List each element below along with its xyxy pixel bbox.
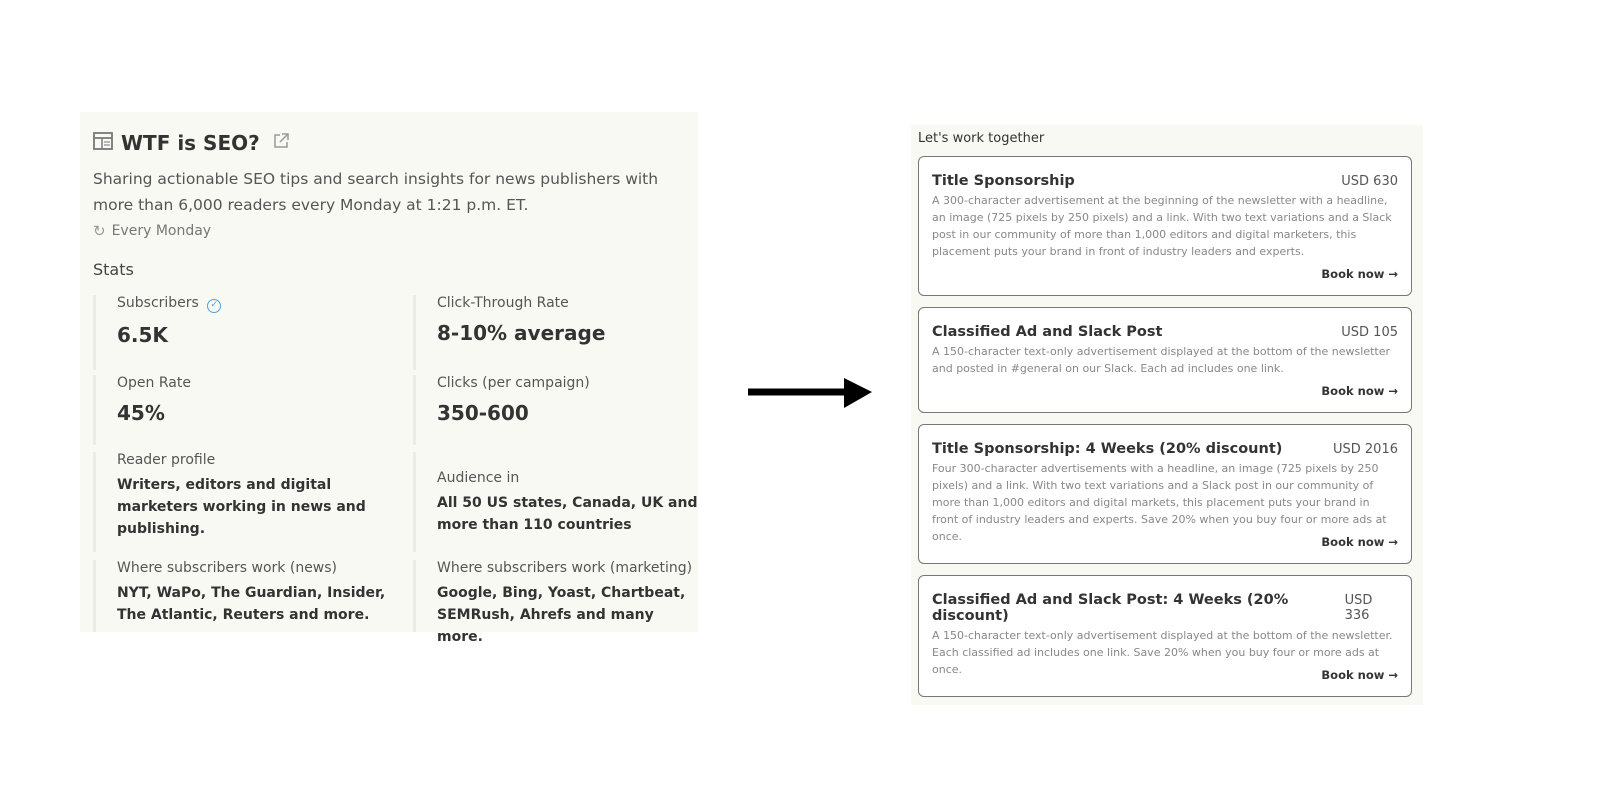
offers-heading: Let's work together (918, 131, 1045, 146)
verified-icon: ✓ (207, 299, 221, 313)
offer-description: Four 300-character advertisements with a headline, an image (725 pixels by 250 pixels) and a link. With two text variations and a Slack post in our community of more than 1,000 editors and digital markets, this placement puts your brand in front of industry leaders and experts. Save 20% when you buy four or more ads at once. (932, 462, 1387, 543)
stats-heading: Stats (93, 260, 134, 279)
stat-label: Where subscribers work (marketing) (437, 560, 693, 576)
stat-label: Audience in (437, 470, 520, 486)
stat-label: Reader profile (117, 452, 216, 468)
stat-value: Google, Bing, Yoast, Chartbeat, SEMRush, Ahrefs and many more. (437, 585, 686, 645)
offer-price: USD 105 (1341, 325, 1398, 340)
offer-title: Classified Ad and Slack Post (932, 324, 1163, 340)
stat-reader-profile (93, 452, 393, 552)
stat-label: Open Rate (117, 375, 191, 391)
newsletter-description: Sharing actionable SEO tips and search insights for news publishers with more than 6,000 readers every Monday at 1:21 p.m. ET. (93, 170, 659, 214)
stat-value: NYT, WaPo, The Guardian, Insider, The Atlantic, Reuters and more. (117, 585, 386, 623)
offer-price: USD 630 (1341, 174, 1398, 189)
stat-audience (413, 452, 698, 552)
offer-card (918, 156, 1412, 296)
book-now-button[interactable]: Book now → (1321, 267, 1398, 281)
offer-title: Classified Ad and Slack Post: 4 Weeks (20% discount) (932, 592, 1289, 624)
stat-label: Subscribers (117, 295, 199, 311)
offer-description: A 300-character advertisement at the beginning of the newsletter with a headline, an image (725 pixels by 250 pixels) and a link. With two text variations and a Slack post in our community of more than 1,000 editors and digital marketers, this placement puts your brand in front of industry leaders and experts. (932, 194, 1392, 258)
stat-label: Clicks (per campaign) (437, 375, 590, 391)
stat-value: 350-600 (437, 401, 529, 425)
offer-description: A 150-character text-only advertisement displayed at the bottom of the newsletter. Each classified ad includes one link. Save 20% when you buy four or more ads at once. (932, 629, 1393, 676)
stat-clicks (413, 375, 698, 445)
book-now-button[interactable]: Book now → (1321, 384, 1398, 398)
stat-value: 45% (117, 401, 165, 425)
external-link-icon[interactable] (272, 132, 290, 154)
offer-card (918, 307, 1412, 413)
newsletter-panel (80, 112, 698, 632)
stat-news-employers (93, 560, 393, 632)
stat-value: 8-10% average (437, 321, 606, 345)
offer-title: Title Sponsorship: 4 Weeks (20% discount) (932, 441, 1283, 457)
refresh-icon: ↻ (93, 222, 106, 240)
offer-card (918, 424, 1412, 564)
offers-panel (911, 125, 1423, 705)
stat-value: Writers, editors and digital marketers working in news and publishing. (117, 477, 366, 537)
stat-subscribers (93, 295, 393, 370)
newsletter-title: WTF is SEO? (121, 131, 260, 155)
offer-card (918, 575, 1412, 697)
stat-value: All 50 US states, Canada, UK and more than 110 countries (437, 495, 698, 533)
frequency: Every Monday (111, 223, 212, 239)
book-now-button[interactable]: Book now → (1321, 668, 1398, 682)
book-now-button[interactable]: Book now → (1321, 535, 1398, 549)
stat-marketing-employers (413, 560, 698, 645)
stat-label: Where subscribers work (news) (117, 560, 338, 576)
stat-value: 6.5K (117, 323, 168, 347)
offer-price: USD 2016 (1333, 442, 1398, 457)
offer-description: A 150-character text-only advertisement displayed at the bottom of the newsletter and posted in #general on our Slack. Each ad includes one link. (932, 345, 1390, 375)
newsletter-icon (93, 132, 113, 154)
stat-ctr (413, 295, 698, 370)
offer-title: Title Sponsorship (932, 173, 1075, 189)
stat-label: Click-Through Rate (437, 295, 569, 311)
stat-open-rate (93, 375, 393, 445)
arrow-right-icon (748, 376, 878, 414)
offer-price: USD 336 (1344, 593, 1373, 623)
